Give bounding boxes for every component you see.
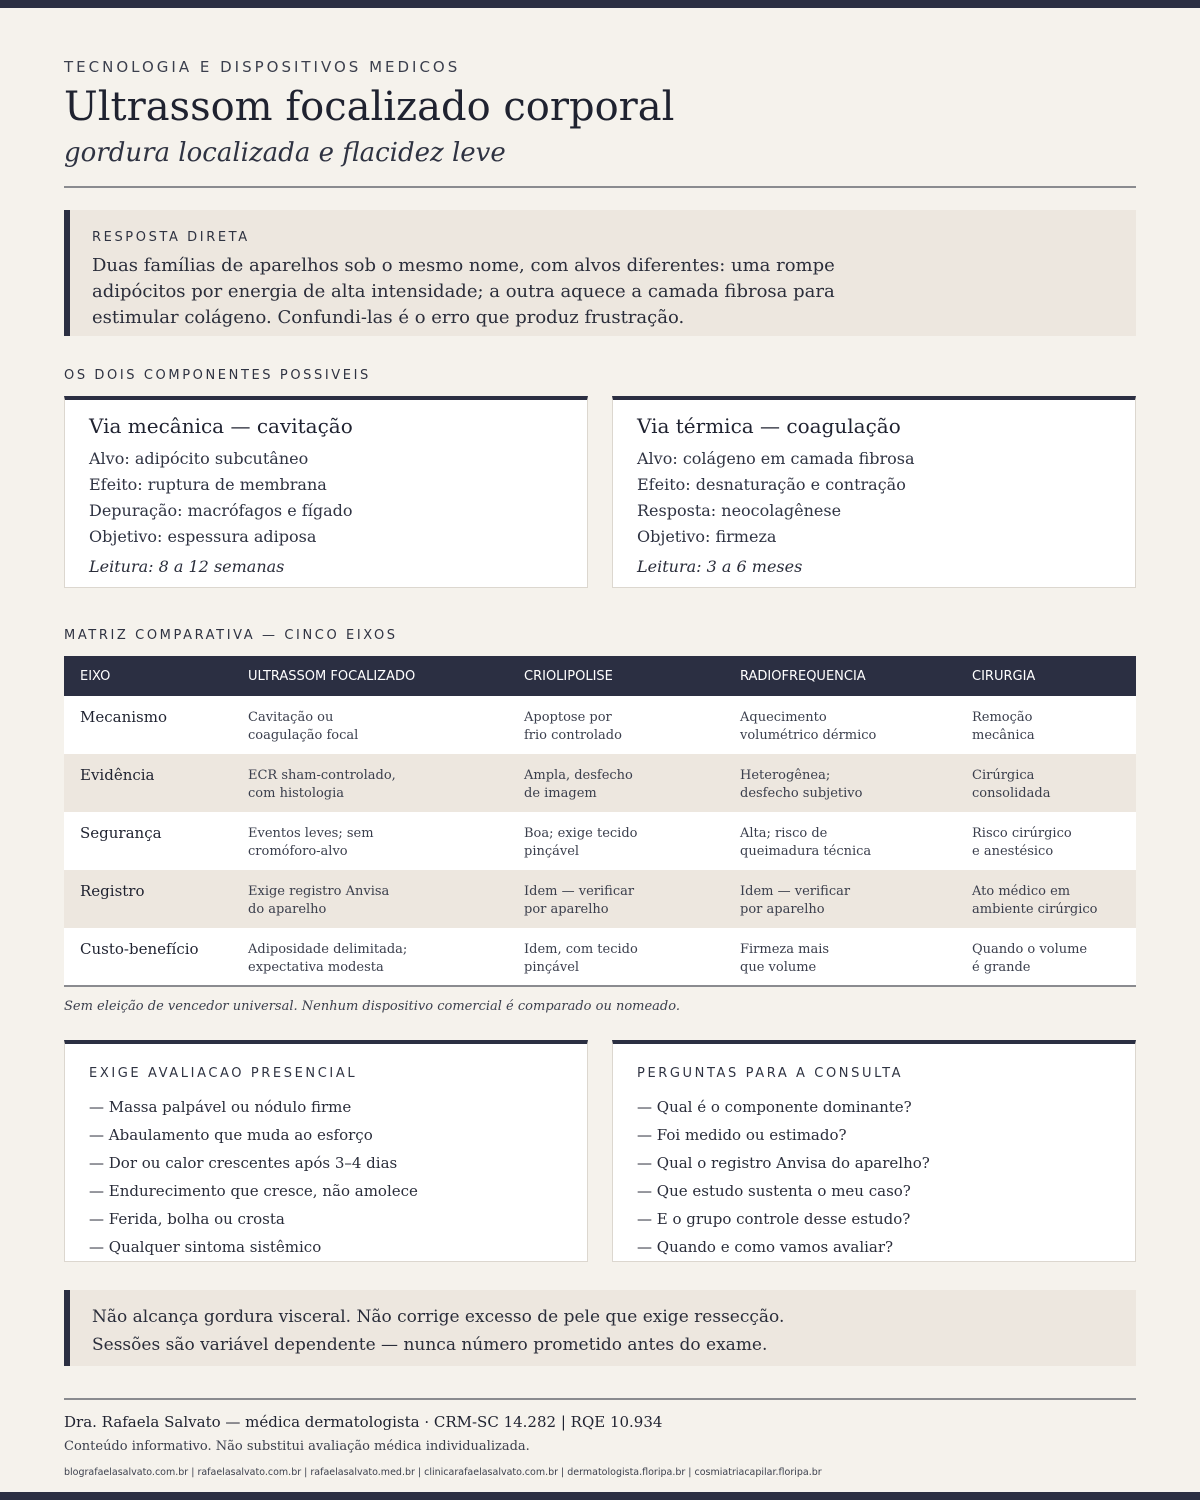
questions-card-label: PERGUNTAS PARA A CONSULTA	[637, 1066, 904, 1081]
table-cell	[724, 696, 956, 754]
cell-line: Eventos leves; sem	[248, 826, 374, 841]
cell-line: por aparelho	[740, 902, 825, 917]
cell-line: volumétrico dérmico	[740, 728, 877, 743]
list-item: — Dor ou calor crescentes após 3–4 dias	[89, 1154, 398, 1172]
top-accent-bar	[0, 0, 1200, 8]
cell-line: Risco cirúrgico	[972, 826, 1072, 841]
table-cell	[724, 812, 956, 870]
column-header: CIRURGIA	[972, 668, 1036, 684]
table-cell	[956, 754, 1136, 812]
list-item: — Foi medido ou estimado?	[637, 1126, 847, 1144]
mechanical-card-title: Via mecânica — cavitação	[89, 414, 353, 438]
mechanical-line: Objetivo: espessura adiposa	[89, 527, 317, 546]
cell-line: Cirúrgica	[972, 768, 1035, 783]
cell-line: Ato médico em	[972, 884, 1071, 899]
list-item: — Massa palpável ou nódulo firme	[89, 1098, 352, 1116]
direct-answer-box	[64, 210, 1136, 336]
table-row	[64, 928, 1136, 986]
cell-line: Adiposidade delimitada;	[248, 942, 408, 957]
list-item: — Endurecimento que cresce, não amolece	[89, 1182, 418, 1200]
cell-line: por aparelho	[524, 902, 609, 917]
thermal-line: Efeito: desnaturação e contração	[637, 475, 906, 494]
list-item: — Que estudo sustenta o meu caso?	[637, 1182, 911, 1200]
direct-answer-text: Duas famílias de aparelhos sob o mesmo nome, com alvos diferentes: uma rompe adipócitos por energia de alta intensidade; a outra aquece a camada fibrosa para estimular colágeno. Confundi-las é o erro que produz frustração.	[92, 255, 835, 328]
cell-line: Boa; exige tecido	[524, 826, 638, 841]
cell-line: Idem — verificar	[740, 884, 851, 899]
cell-line: ECR sham-controlado,	[248, 768, 396, 783]
page-title: Ultrassom focalizado corporal	[64, 84, 675, 130]
axis-cell: Mecanismo	[80, 708, 167, 726]
components-section-label: OS DOIS COMPONENTES POSSIVEIS	[64, 368, 371, 383]
matrix-footnote: Sem eleição de vencedor universal. Nenhum dispositivo comercial é comparado ou nomeado.	[64, 999, 680, 1014]
cell-line: Cavitação ou	[248, 710, 334, 725]
table-cell	[508, 928, 724, 986]
cell-line: Firmeza mais	[740, 942, 830, 957]
footer-divider	[64, 1398, 1136, 1400]
thermal-line: Resposta: neocolagênese	[637, 501, 842, 520]
list-item: — Qual o registro Anvisa do aparelho?	[637, 1154, 930, 1172]
in-person-evaluation-card	[64, 1040, 588, 1262]
cell-line: consolidada	[972, 786, 1051, 801]
questions-list	[637, 1093, 1135, 1261]
list-item: — Quando e como vamos avaliar?	[637, 1238, 894, 1256]
cell-line: é grande	[972, 960, 1031, 975]
disclaimer: Conteúdo informativo. Não substitui avaliação médica individualizada.	[64, 1439, 530, 1454]
cell-line: que volume	[740, 960, 817, 975]
table-header-row	[64, 656, 1136, 696]
list-item: — Ferida, bolha ou crosta	[89, 1210, 285, 1228]
evaluation-card-label: EXIGE AVALIACAO PRESENCIAL	[89, 1066, 358, 1081]
table-cell	[724, 754, 956, 812]
column-header: RADIOFREQUENCIA	[740, 668, 866, 684]
section-kicker: TECNOLOGIA E DISPOSITIVOS MEDICOS	[64, 58, 461, 76]
cell-line: Exige registro Anvisa	[248, 884, 390, 899]
list-item: — Abaulamento que muda ao esforço	[89, 1126, 373, 1144]
table-cell	[232, 870, 508, 928]
cell-line: cromóforo-alvo	[248, 844, 348, 859]
limitation-line: Não alcança gordura visceral. Não corrige excesso de pele que exige ressecção.	[92, 1307, 785, 1327]
table-cell	[956, 812, 1136, 870]
mechanical-pathway-card	[64, 396, 588, 588]
cell-line: com histologia	[248, 786, 345, 801]
evaluation-list	[89, 1093, 587, 1261]
cell-line: frio controlado	[524, 728, 622, 743]
table-cell	[232, 812, 508, 870]
bottom-accent-bar	[0, 1492, 1200, 1500]
table-cell	[232, 754, 508, 812]
author-credit: Dra. Rafaela Salvato — médica dermatologista · CRM-SC 14.282 | RQE 10.934	[64, 1413, 663, 1431]
axis-cell: Segurança	[80, 824, 162, 842]
mechanical-line: Depuração: macrófagos e fígado	[89, 501, 353, 520]
column-header: ULTRASSOM FOCALIZADO	[248, 668, 416, 684]
column-header: EIXO	[80, 668, 111, 684]
cell-line: Heterogênea;	[740, 768, 831, 783]
comparison-matrix-table	[64, 656, 1136, 987]
table-cell	[508, 696, 724, 754]
thermal-line: Alvo: colágeno em camada fibrosa	[637, 449, 915, 468]
table-cell	[232, 928, 508, 986]
cell-line: Alta; risco de	[740, 826, 828, 841]
cell-line: expectativa modesta	[248, 960, 384, 975]
list-item: — Qual é o componente dominante?	[637, 1098, 912, 1116]
table-cell	[508, 812, 724, 870]
table-cell	[956, 696, 1136, 754]
cell-line: coagulação focal	[248, 728, 359, 743]
cell-line: mecânica	[972, 728, 1035, 743]
table-row	[64, 870, 1136, 928]
cell-line: Apoptose por	[524, 710, 612, 725]
thermal-pathway-card	[612, 396, 1136, 588]
table-row	[64, 754, 1136, 812]
cell-line: pinçável	[524, 960, 580, 975]
list-item: — E o grupo controle desse estudo?	[637, 1210, 911, 1228]
limitations-box	[64, 1290, 1136, 1366]
cell-line: Aquecimento	[740, 710, 827, 725]
cell-line: Idem — verificar	[524, 884, 635, 899]
table-cell	[956, 870, 1136, 928]
cell-line: queimadura técnica	[740, 844, 872, 859]
page-subtitle: gordura localizada e flacidez leve	[64, 138, 506, 168]
cell-line: desfecho subjetivo	[740, 786, 863, 801]
table-row	[64, 812, 1136, 870]
list-item: — Qualquer sintoma sistêmico	[89, 1238, 322, 1256]
table-cell	[508, 870, 724, 928]
axis-cell: Evidência	[80, 766, 155, 784]
table-row	[64, 696, 1136, 754]
limitation-line: Sessões são variável dependente — nunca número prometido antes do exame.	[92, 1335, 768, 1355]
matrix-section-label: MATRIZ COMPARATIVA — CINCO EIXOS	[64, 628, 398, 643]
mechanical-line: Efeito: ruptura de membrana	[89, 475, 327, 494]
header-divider	[64, 186, 1136, 188]
table-cell	[508, 754, 724, 812]
axis-cell: Custo-benefício	[80, 940, 199, 958]
website-links: blografaelasalvato.com.br | rafaelasalvato.com.br | rafaelasalvato.med.br | clinicarafaelasalvato.com.br | dermatologista.floripa.br | cosmiatriacapilar.floripa.br	[64, 1467, 822, 1478]
cell-line: pinçável	[524, 844, 580, 859]
mechanical-reading: Leitura: 8 a 12 semanas	[89, 557, 285, 576]
table-cell	[956, 928, 1136, 986]
table-cell	[724, 870, 956, 928]
thermal-line: Objetivo: firmeza	[637, 527, 777, 546]
cell-line: do aparelho	[248, 902, 327, 917]
cell-line: Ampla, desfecho	[524, 768, 633, 783]
thermal-card-title: Via térmica — coagulação	[637, 414, 901, 438]
column-header: CRIOLIPOLISE	[524, 668, 613, 684]
cell-line: e anestésico	[972, 844, 1054, 859]
cell-line: Remoção	[972, 710, 1033, 725]
cell-line: Idem, com tecido	[524, 942, 638, 957]
cell-line: Quando o volume	[972, 942, 1088, 957]
cell-line: de imagem	[524, 786, 597, 801]
axis-cell: Registro	[80, 882, 145, 900]
table-cell	[232, 696, 508, 754]
consultation-questions-card	[612, 1040, 1136, 1262]
thermal-reading: Leitura: 3 a 6 meses	[637, 557, 803, 576]
mechanical-line: Alvo: adipócito subcutâneo	[89, 449, 309, 468]
cell-line: ambiente cirúrgico	[972, 902, 1098, 917]
table-cell	[724, 928, 956, 986]
direct-answer-label: RESPOSTA DIRETA	[92, 230, 250, 245]
